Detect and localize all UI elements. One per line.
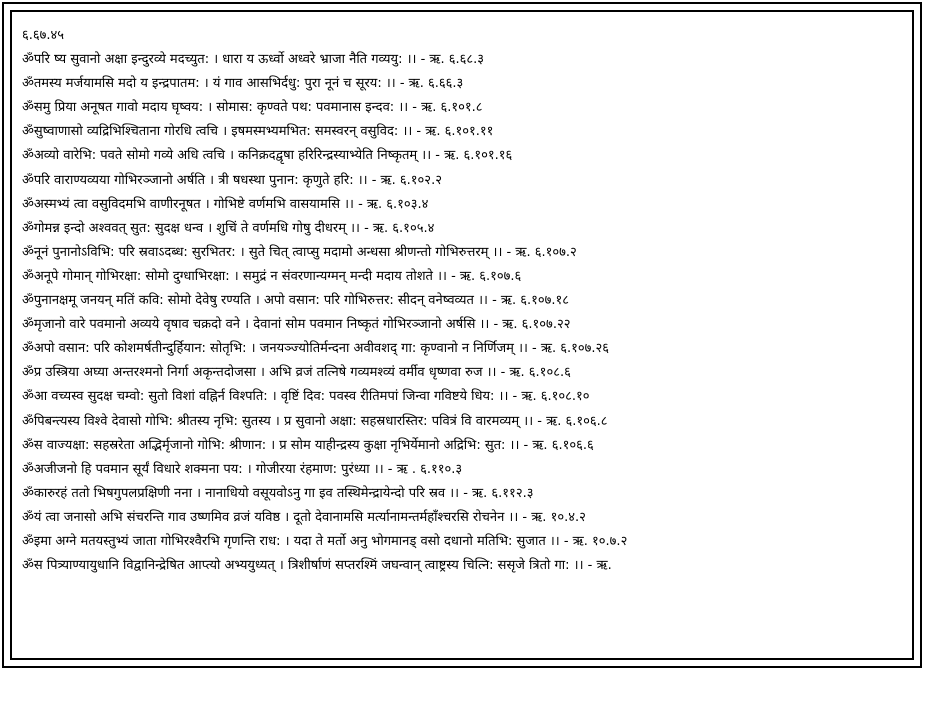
verse-line: ॐयं त्वा जनासो अभि संचरन्ति गाव उष्णमिव व्रजं यविष्ठ । दूतो देवानामसि मर्त्यानामन्तर्महाँश्चरसि रोचनेन ।। - ऋ. १०.४.२: [22, 509, 586, 525]
verse-line: ॐतमस्य मर्जयामसि मदो य इन्द्रपातम: । यं गाव आसभिर्दधु: पुरा नूनं च सूरय: ।। - ऋ. ६.६६.३: [22, 76, 464, 92]
verse-line: ॐआ वच्यस्व सुदक्ष चम्वो: सुतो विशां वह्निर्न विश्पति: । वृष्टिं दिव: पवस्व रीतिमपां जिन्वा गविष्टये धिय: ।। - ऋ. ६.१०८.१०: [22, 389, 590, 405]
verse-list: [22, 24, 906, 578]
outer-frame: [2, 2, 922, 668]
verse-line: ॐअपो वसान: परि कोशमर्षतीन्दुर्हियान: सोतृभि: । जनयञ्ज्योतिर्मन्दना अवीवशद् गा: कृण्वानो न निर्णिजम् ।। - ऋ. ६.१०७.२६: [22, 341, 610, 357]
verse-line: ॐसमु प्रिया अनूषत गावो मदाय घृष्वय: । सोमास: कृण्वते पथ: पवमानास इन्दव: ।। - ऋ. ६.१०१.८: [22, 100, 483, 116]
verse-line: ॐअस्मभ्यं त्वा वसुविदमभि वाणीरनूषत । गोभिष्टे वर्णमभि वासयामसि ।। - ऋ. ६.१०३.४: [22, 196, 429, 212]
verse-line: ॐप्र उस्त्रिया अघ्या अन्तरश्मनो निर्गा अकृन्तदोजसा । अभि व्रजं तत्निषे गव्यमश्व्यं वर्मीव धृष्णवा रुज ।। - ऋ. ६.१०८.६: [22, 365, 571, 381]
verse-line: ॐकारुरहं ततो भिषगुपलप्रक्षिणी नना । नानाधियो वसूयवोऽनु गा इव तस्थिमेन्द्रायेन्दो परि स्रव ।। - ऋ. ६.११२.३: [22, 485, 534, 501]
verse-line: ॐगोमन्न इन्दो अश्ववत् सुत: सुदक्ष धन्व । शुचिं ते वर्णमधि गोषु दीधरम् ।। - ऋ. ६.१०५.४: [22, 220, 435, 236]
verse-line: ॐपिबन्त्यस्य विश्वे देवासो गोभि: श्रीतस्य नृभि: सुतस्य । प्र सुवानो अक्षा: सहस्रधारस्तिर: पवित्रं वि वारमव्यम् ।। - ऋ. ६.१०६.८: [22, 413, 608, 429]
verse-line: ॐअव्यो वारेभि: पवते सोमो गव्ये अधि त्वचि । कनिक्रदद्वृषा हरिरिन्द्रस्याभ्येति निष्कृतम् ।। - ऋ. ६.१०१.१६: [22, 148, 513, 164]
verse-line: ॐस पित्र्याण्यायुधानि विद्वानिन्द्रेषित आप्त्यो अभ्ययुध्यत् । त्रिशीर्षाणं सप्तरश्मिं जघन्वान् त्वाष्ट्रस्य चित्नि: ससृजे त्रितो गा: ।। - ऋ.: [22, 558, 612, 574]
verse-line: ॐअनूपे गोमान् गोभिरक्षा: सोमो दुग्धाभिरक्षा: । समुद्रं न संवरणान्यग्मन् मन्दी मदाय तोशते ।। - ऋ. ६.१०७.६: [22, 268, 522, 284]
page-header: ६.६७.४५: [22, 28, 65, 43]
verse-line: ॐमृजानो वारे पवमानो अव्यये वृषाव चक्रदो वने । देवानां सोम पवमान निष्कृतं गोभिरञ्जानो अर्षसि ।। - ऋ. ६.१०७.२२: [22, 317, 571, 333]
verse-line: ॐनूनं पुनानोऽविभि: परि स्रवाऽदब्ध: सुरभितर: । सुते चित् त्वाप्सु मदामो अन्धसा श्रीणन्तो गोभिरुत्तरम् ।। - ऋ. ६.१०७.२: [22, 244, 577, 260]
inner-frame: [10, 10, 914, 660]
verse-line: ॐअजीजनो हि पवमान सूर्यं विधारे शक्मना पय: । गोजीरया रंहमाण: पुरंध्या ।। - ऋ . ६.११०.३: [22, 461, 463, 477]
verse-line: ॐइमा अग्ने मतयस्तुभ्यं जाता गोभिरश्वैरभि गृणन्ति राध: । यदा ते मर्तो अनु भोगमानड् वसो दधानो मतिभि: सुजात ।। - ऋ. १०.७.२: [22, 533, 628, 549]
verse-line: ॐसुष्वाणासो व्यद्रिभिश्चिताना गोरधि त्वचि । इषमस्मभ्यमभित: समस्वरन् वसुविद: ।। - ऋ. ६.१०१.११: [22, 124, 494, 140]
verse-line: ॐपुनानक्षमू जनयन् मतिं कवि: सोमो देवेषु रण्यति । अपो वसान: परि गोभिरुत्तर: सीदन् वनेष्वव्यत ।। - ऋ. ६.१०७.१८: [22, 293, 570, 309]
verse-line: ॐस वाज्यक्षा: सहस्ररेता अद्भिर्मृजानो गोभि: श्रीणान: । प्र सोम याहीन्द्रस्य कुक्षा नृभिर्येमानो अद्रिभि: सुत: ।। - ऋ. ६.१०६.६: [22, 437, 594, 453]
verse-line: ॐपरि ष्य सुवानो अक्षा इन्दुरव्ये मदच्युत: । धारा य ऊर्ध्वो अध्वरे भ्राजा नैति गव्ययु: ।। - ऋ. ६.६८.३: [22, 52, 485, 68]
verse-line: ॐपरि वाराण्यव्यया गोभिरञ्जानो अर्षति । त्री षधस्था पुनान: कृणुते हरि: ।। - ऋ. ६.१०२.२: [22, 172, 442, 188]
